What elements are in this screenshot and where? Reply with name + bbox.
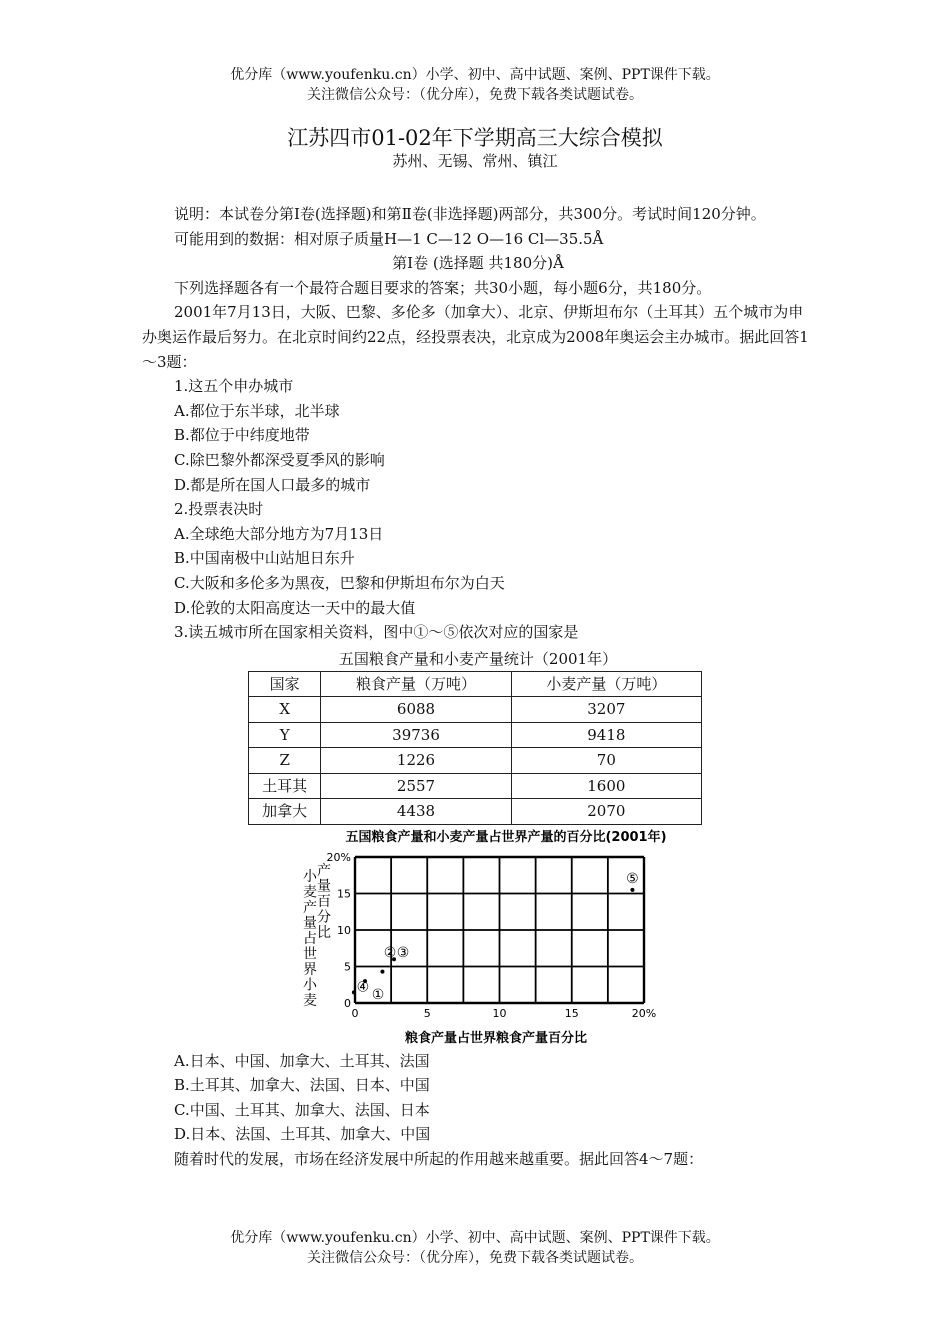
table-cell: Z: [249, 748, 321, 774]
y-label-char: 百: [317, 893, 331, 910]
chart-x-label: 粮食产量占世界粮食产量百分比: [404, 1030, 588, 1046]
y-tick-label: 15: [337, 887, 351, 901]
q3-option-c: C.中国、土耳其、加拿大、法国、日本: [174, 1100, 430, 1119]
passage-1: 2001年7月13日，大阪、巴黎、多伦多（加拿大）、北京、伊斯坦布尔（土耳其）五个城市为申办奥运作最后努力。在北京时间约22点，经投票表决，北京成为2008年奥运会主办城市。据此回答1～3题：: [142, 303, 809, 371]
y-tick-label: 5: [344, 960, 351, 974]
table-cell: 2070: [511, 799, 701, 825]
table-cell: 2557: [321, 773, 511, 799]
table-header-cell: 粮食产量（万吨）: [321, 671, 511, 697]
page-title: 江苏四市01-02年下学期高三大综合模拟: [287, 126, 663, 150]
table-cell: 3207: [511, 697, 701, 723]
document-body: [142, 202, 814, 1172]
footer-line-1: 优分库（www.youfenku.cn）小学、初中、高中试题、案例、PPT课件下载。: [230, 1230, 720, 1246]
y-label-char: 比: [317, 924, 331, 941]
y-tick-label: 0: [344, 996, 351, 1010]
q2-option-b: B.中国南极中山站旭日东升: [174, 549, 355, 568]
passage-2: 随着时代的发展，市场在经济发展中所起的作用越来越重要。据此回答4～7题：: [174, 1150, 704, 1169]
q2-option-a: A.全球绝大部分地方为7月13日: [174, 524, 384, 543]
chart-points: [352, 871, 639, 1003]
table-row: [249, 697, 702, 723]
point-label: ③: [396, 944, 410, 961]
y-label-char: 分: [317, 909, 331, 926]
y-label-char: 界: [303, 961, 317, 978]
table-cell: 70: [511, 748, 701, 774]
chart-y-label: [303, 862, 331, 1009]
scatter-chart: [142, 825, 814, 1049]
footer-line-2: 关注微信公众号：（优分库），免费下载各类试题试卷。: [307, 1250, 643, 1266]
x-tick-label: 15: [564, 1006, 579, 1020]
y-label-char: 世: [303, 946, 317, 963]
table-row: [249, 748, 702, 774]
q3-option-a: A.日本、中国、加拿大、土耳其、法国: [174, 1051, 430, 1070]
table-title: 五国粮食产量和小麦产量统计（2001年）: [338, 649, 618, 668]
header-line-1: 优分库（www.youfenku.cn）小学、初中、高中试题、案例、PPT课件下载。: [230, 67, 720, 83]
page-subtitle: 苏州、无锡、常州、镇江: [392, 152, 558, 170]
table-row: [249, 799, 702, 825]
y-tick-label: 10: [337, 923, 351, 937]
table-header-row: [249, 671, 702, 697]
header-line-2: 关注微信公众号：（优分库），免费下载各类试题试卷。: [307, 87, 643, 103]
q3-option-d: D.日本、法国、土耳其、加拿大、中国: [174, 1125, 431, 1144]
q2-option-c: C.大阪和多伦多为黑夜，巴黎和伊斯坦布尔为白天: [174, 573, 505, 592]
x-tick-label: 5: [423, 1006, 431, 1020]
q1-option-b: B.都位于中纬度地带: [174, 426, 310, 445]
section-title: 第Ⅰ卷 (选择题 共180分)Å: [392, 254, 564, 273]
table-cell: 4438: [321, 799, 511, 825]
table-cell: 加拿大: [249, 799, 321, 825]
y-label-char: 量: [303, 915, 317, 932]
grain-table: [248, 671, 702, 825]
table-cell: 6088: [321, 697, 511, 723]
y-label-char: 麦: [303, 992, 317, 1009]
table-cell: X: [249, 697, 321, 723]
question-3-stem: 3.读五城市所在国家相关资料，图中①～⑤依次对应的国家是: [174, 623, 579, 642]
table-cell: 39736: [321, 722, 511, 748]
point-label: ④: [356, 979, 370, 996]
y-label-char: 小: [303, 977, 317, 994]
q1-option-a: A.都位于东半球，北半球: [174, 401, 340, 420]
chart-grid: [355, 857, 644, 1003]
x-tick-label: 10: [492, 1006, 507, 1020]
y-label-char: 麦: [303, 884, 317, 901]
table-header-cell: 小麦产量（万吨）: [511, 671, 701, 697]
q2-option-d: D.伦敦的太阳高度达一天中的最大值: [174, 598, 416, 617]
question-2-stem: 2.投票表决时: [174, 500, 264, 519]
point-label: ①: [371, 986, 385, 1003]
y-label-char: 占: [303, 930, 317, 947]
question-1-stem: 1.这五个申办城市: [174, 377, 294, 396]
data-point: [352, 990, 356, 994]
y-label-char: 产: [317, 862, 331, 879]
table-row: [249, 773, 702, 799]
y-tick-label: 20%: [326, 850, 351, 864]
exam-note: 说明：本试卷分第Ⅰ卷(选择题)和第Ⅱ卷(非选择题)两部分，共300分。考试时间120分钟。: [174, 205, 766, 223]
table-cell: 9418: [511, 722, 701, 748]
point-label: ②: [383, 944, 397, 961]
table-row: [249, 722, 702, 748]
table-cell: 1600: [511, 773, 701, 799]
table-cell: Y: [249, 722, 321, 748]
q1-option-d: D.都是所在国人口最多的城市: [174, 475, 371, 494]
y-label-char: 量: [317, 878, 331, 895]
q1-option-c: C.除巴黎外都深受夏季风的影响: [174, 450, 385, 469]
atomic-mass-data: 可能用到的数据：相对原子质量H—1 C—12 O—16 Cl—35.5Å: [174, 229, 604, 248]
table-header-cell: 国家: [249, 671, 321, 697]
x-tick-label: 0: [351, 1006, 359, 1020]
table-cell: 土耳其: [249, 773, 321, 799]
table-cell: 1226: [321, 748, 511, 774]
data-point: [380, 969, 384, 973]
instructions: 下列选择题各有一个最符合题目要求的答案；共30小题，每小题6分，共180分。: [174, 278, 712, 297]
data-point: [630, 888, 634, 892]
x-tick-label: 20%: [631, 1006, 657, 1020]
scatter-chart-svg: [142, 825, 814, 1049]
point-label: ⑤: [626, 870, 639, 887]
q3-option-b: B.土耳其、加拿大、法国、日本、中国: [174, 1076, 430, 1095]
chart-title: 五国粮食产量和小麦产量占世界产量的百分比(2001年): [345, 829, 667, 845]
y-label-char: 小: [303, 868, 317, 885]
y-label-char: 产: [303, 899, 317, 916]
